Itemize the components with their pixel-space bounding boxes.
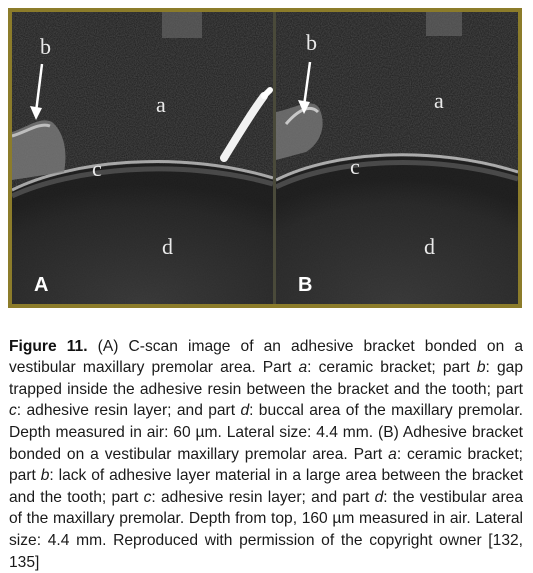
label-d: d xyxy=(162,234,173,259)
caption-text: : the vestibular area of the maxillary premolar. Depth from top, 160 µm measured in air. Lateral size: 4.4 mm. Reproduced with permission of the copyright owner [132, 135] xyxy=(9,488,523,571)
label-c: c xyxy=(92,156,102,181)
caption-text: : buccal area of the maxillary premolar. Depth measured in air: 60 µm. Lateral size: 4.4 mm. (B) Adhesive bracket bonded on a vestibular maxillary premolar area. Part xyxy=(9,402,523,463)
figure-frame xyxy=(8,8,522,308)
caption-text: : adhesive resin layer; and part xyxy=(16,402,241,420)
caption-part-letter: b xyxy=(476,359,486,377)
caption-part-letter: c xyxy=(143,488,152,506)
figure-caption xyxy=(9,336,523,573)
caption-text: : gap trapped inside the adhesive resin between the bracket and the tooth; part xyxy=(9,359,523,398)
panel-letter-a: A xyxy=(34,274,49,296)
caption-part-letter: c xyxy=(9,402,17,420)
caption-text: : ceramic bracket; part xyxy=(307,359,477,377)
caption-text: (A) C-scan image of an adhesive bracket bonded on a vestibular maxillary premolar area. Part xyxy=(9,337,523,377)
caption-text: : adhesive resin layer; and part xyxy=(151,488,375,506)
label-d: d xyxy=(424,234,435,259)
panel-a-image xyxy=(12,12,273,304)
caption-part-letter: a xyxy=(298,359,308,377)
caption-text: : lack of adhesive layer material in a large area between the bracket and the tooth; part xyxy=(9,467,523,506)
caption-body xyxy=(9,338,523,571)
caption-part-letter: d xyxy=(240,402,250,420)
caption-part-letter: d xyxy=(374,488,384,506)
label-b: b xyxy=(306,30,317,55)
label-a: a xyxy=(156,92,166,117)
panel-b-image xyxy=(276,12,518,304)
figure-label: Figure 11. xyxy=(9,337,88,355)
label-b: b xyxy=(40,34,51,59)
label-c: c xyxy=(350,154,360,179)
label-a: a xyxy=(434,88,444,113)
caption-part-letter: a xyxy=(388,445,397,463)
caption-part-letter: b xyxy=(40,467,50,485)
panel-letter-b: B xyxy=(298,274,313,296)
caption-text: : ceramic bracket; part xyxy=(9,445,523,485)
